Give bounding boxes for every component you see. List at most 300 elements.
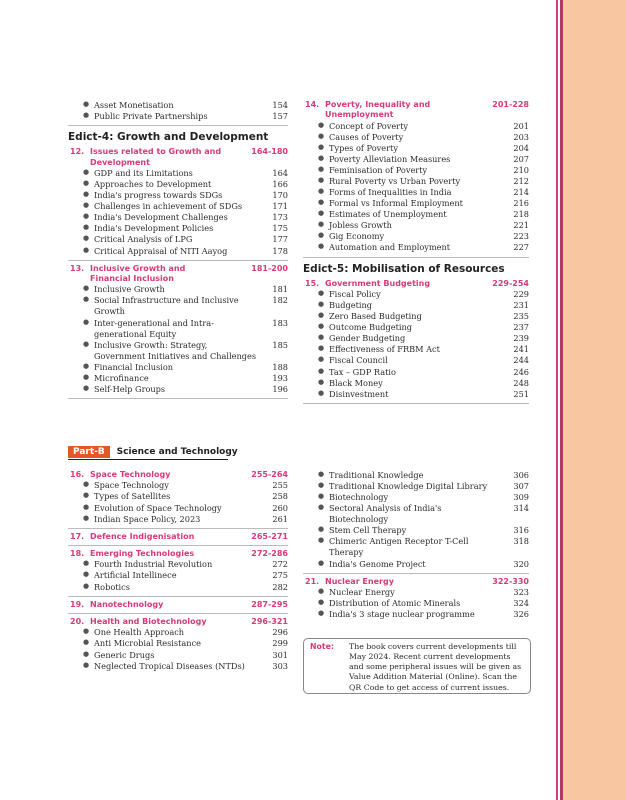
bullet-icon: ●	[318, 131, 325, 140]
entry-page: 261	[272, 513, 288, 524]
entry-page: 323	[513, 586, 529, 597]
entry-title: Chimeric Antigen Receptor T-Cell Therapy	[329, 536, 469, 558]
entry-page: 154	[272, 100, 288, 110]
bullet-icon: ●	[83, 660, 90, 669]
bullet-icon: ●	[318, 344, 325, 353]
entry-title: Feminisation of Poverty	[329, 165, 428, 176]
chapter-heading	[68, 549, 288, 559]
bullet-icon: ●	[318, 220, 325, 229]
entry-title: Jobless Growth	[329, 220, 392, 231]
bullet-icon: ●	[318, 481, 325, 490]
chapter-page-range: 201-228	[492, 100, 529, 109]
toc-entry	[303, 311, 529, 322]
toc-entry-list	[303, 289, 529, 400]
entry-page: 251	[513, 388, 529, 399]
entry-title: Poverty Alleviation Measures	[329, 153, 451, 164]
entry-title: Fiscal Policy	[329, 289, 381, 300]
chapter-heading	[68, 617, 288, 627]
entry-page: 282	[272, 581, 288, 592]
toc-entry	[68, 362, 288, 373]
entry-page: 239	[513, 333, 529, 344]
entry-title: Neglected Tropical Diseases (NTDs)	[94, 660, 245, 671]
entry-title: Gig Economy	[329, 231, 385, 242]
bullet-icon: ●	[318, 609, 325, 618]
bullet-icon: ●	[318, 242, 325, 251]
entry-page: 188	[272, 361, 288, 372]
entry-page: 241	[513, 344, 529, 355]
entry-title: Rural Poverty vs Urban Poverty	[329, 176, 461, 187]
bullet-icon: ●	[83, 245, 90, 254]
bullet-icon: ●	[318, 300, 325, 309]
entry-page: 272	[272, 559, 288, 570]
entry-title: Fourth Industrial Revolution	[94, 559, 213, 570]
bullet-icon: ●	[318, 586, 325, 595]
toc-entry	[68, 318, 288, 340]
chapter-page-range: 229-254	[492, 278, 529, 288]
toc-entry	[68, 100, 288, 111]
entry-page: 303	[272, 660, 288, 671]
toc-entry	[303, 609, 529, 620]
entry-page: 221	[513, 220, 529, 231]
entry-page: 181	[272, 284, 288, 295]
entry-title: Critical Analysis of LPG	[94, 234, 193, 245]
chapter-heading	[68, 600, 288, 610]
bullet-icon: ●	[318, 198, 325, 207]
toc-entry	[303, 176, 529, 187]
chapter-number: 18.	[70, 549, 85, 559]
toc-entry	[303, 598, 529, 609]
toc-entry	[303, 300, 529, 311]
bullet-icon: ●	[318, 598, 325, 607]
bullet-icon: ●	[83, 111, 90, 120]
entry-page: 173	[272, 212, 288, 223]
bullet-icon: ●	[318, 322, 325, 331]
toc-entry-list	[68, 168, 288, 257]
entry-page: 216	[513, 198, 529, 209]
chapter-title: Inclusive Growth and Financial Inclusion	[90, 263, 186, 283]
entry-title: GDP and its Limitations	[94, 168, 193, 179]
toc-entry	[303, 132, 529, 143]
entry-page: 218	[513, 209, 529, 220]
toc-entry	[68, 340, 288, 362]
part-rule	[68, 459, 228, 460]
toc-entry	[303, 587, 529, 598]
entry-page: 235	[513, 311, 529, 322]
chapter-heading	[68, 147, 288, 168]
entry-page: 246	[513, 366, 529, 377]
bullet-icon: ●	[83, 581, 90, 590]
entry-title: Inclusive Growth	[94, 284, 165, 295]
bullet-icon: ●	[318, 153, 325, 162]
page-edge-band	[563, 0, 626, 800]
part-title: Science and Technology	[116, 447, 238, 457]
toc-entry	[303, 333, 529, 344]
edict-heading: Edict-5: Mobilisation of Resources	[303, 262, 505, 275]
toc-entry	[68, 168, 288, 179]
entry-page: 301	[272, 649, 288, 660]
toc-entry	[68, 480, 288, 491]
bullet-icon: ●	[83, 649, 90, 658]
entry-page: 260	[272, 502, 288, 513]
chapter-number: 14.	[305, 100, 320, 109]
entry-title: Social Infrastructure and Inclusive Growth	[94, 295, 239, 317]
toc-entry	[303, 367, 529, 378]
bullet-icon: ●	[318, 165, 325, 174]
toc-entry	[303, 492, 529, 503]
entry-page: 164	[272, 168, 288, 179]
entry-title: One Health Approach	[94, 627, 185, 638]
entry-title: Space Technology	[94, 480, 169, 491]
note-text: The book covers current developments till May 2024. Recent current developments and some peripheral issues will be given as Value Addition Material (Online). Scan the QR Code to get access of current issues.	[349, 642, 522, 692]
note-label: Note:	[310, 642, 335, 651]
entry-page: 212	[513, 176, 529, 187]
entry-title: Black Money	[329, 377, 383, 388]
entry-page: 201	[513, 120, 529, 131]
toc-entry	[68, 223, 288, 234]
entry-page: 314	[513, 503, 529, 514]
entry-page: 229	[513, 289, 529, 300]
entry-page: 207	[513, 153, 529, 164]
chapter-heading	[303, 100, 529, 121]
bullet-icon: ●	[318, 558, 325, 567]
chapter-heading	[68, 264, 288, 285]
bullet-icon: ●	[318, 209, 325, 218]
entry-title: Gender Budgeting	[329, 333, 406, 344]
chapter-heading	[68, 532, 288, 542]
chapter-title: Nanotechnology	[90, 599, 164, 609]
bullet-icon: ●	[318, 388, 325, 397]
chapter-number: 12.	[70, 147, 85, 157]
bullet-icon: ●	[318, 355, 325, 364]
entry-page: 178	[272, 245, 288, 256]
entry-title: Forms of Inequalities in India	[329, 187, 452, 198]
entry-page: 307	[513, 481, 529, 492]
entry-page: 166	[272, 179, 288, 190]
chapter-number: 19.	[70, 599, 85, 609]
chapter-number: 16.	[70, 470, 85, 479]
entry-title: Outcome Budgeting	[329, 322, 413, 333]
entry-title: Types of Poverty	[329, 142, 398, 153]
toc-entry	[68, 650, 288, 661]
toc-entry	[303, 481, 529, 492]
toc-entry	[303, 389, 529, 400]
toc-entry	[303, 525, 529, 536]
bullet-icon: ●	[318, 120, 325, 129]
entry-page: 185	[272, 339, 288, 350]
chapter-title: Nuclear Energy	[325, 576, 394, 586]
chapter-page-range: 265-271	[251, 531, 288, 541]
entry-page: 326	[513, 609, 529, 620]
toc-entry	[68, 570, 288, 581]
entry-title: India's Genome Project	[329, 558, 426, 569]
toc-entry	[303, 344, 529, 355]
toc-entry-list	[303, 587, 529, 620]
entry-page: 183	[272, 317, 288, 328]
entry-title: Tax – GDP Ratio	[329, 366, 396, 377]
toc-entry-list	[68, 480, 288, 524]
entry-title: Approaches to Development	[94, 179, 212, 190]
entry-title: Indian Space Policy, 2023	[94, 513, 201, 524]
entry-page: 203	[513, 131, 529, 142]
chapter-page-range: 181-200	[251, 263, 288, 273]
bullet-icon: ●	[318, 311, 325, 320]
entry-page: 170	[272, 190, 288, 201]
toc-left-top	[68, 100, 288, 402]
entry-title: Budgeting	[329, 300, 373, 311]
entry-page: 196	[272, 383, 288, 394]
entry-title: Effectiveness of FRBM Act	[329, 344, 440, 355]
toc-left-bottom	[68, 470, 288, 672]
bullet-icon: ●	[83, 168, 90, 177]
bullet-icon: ●	[83, 559, 90, 568]
entry-page: 320	[513, 558, 529, 569]
toc-entry	[68, 295, 288, 317]
toc-entry	[68, 384, 288, 395]
entry-title: Asset Monetisation	[94, 100, 174, 110]
bullet-icon: ●	[318, 231, 325, 240]
toc-entry	[303, 503, 529, 525]
toc-entry	[303, 220, 529, 231]
edict-heading: Edict-4: Growth and Development	[68, 131, 269, 144]
chapter-title: Poverty, Inequality and Unemployment	[325, 100, 431, 120]
chapter-heading	[303, 577, 529, 587]
entry-page: 296	[272, 627, 288, 638]
toc-entry	[303, 209, 529, 220]
chapter-title: Issues related to Growth and Development	[90, 147, 222, 167]
toc-right-bottom	[303, 470, 529, 620]
entry-title: Fiscal Council	[329, 355, 388, 366]
toc-entry	[68, 284, 288, 295]
chapter-page-range: 164-180	[251, 147, 288, 157]
bullet-icon: ●	[83, 317, 90, 326]
entry-title: Concept of Poverty	[329, 120, 409, 131]
entry-page: 316	[513, 525, 529, 536]
entry-page: 210	[513, 165, 529, 176]
entry-page: 255	[272, 480, 288, 491]
bullet-icon: ●	[83, 295, 90, 304]
toc-entry-list	[68, 559, 288, 592]
entry-title: Robotics	[94, 581, 130, 592]
toc-entry	[303, 143, 529, 154]
toc-entry-list	[68, 100, 288, 122]
toc-entry	[303, 378, 529, 389]
toc-entry	[68, 491, 288, 502]
entry-page: 318	[513, 536, 529, 547]
entry-title: Zero Based Budgeting	[329, 311, 422, 322]
toc-entry	[68, 514, 288, 525]
chapter-page-range: 272-286	[251, 549, 288, 559]
toc-entry	[68, 246, 288, 257]
toc-entry	[68, 373, 288, 384]
toc-entry	[68, 582, 288, 593]
bullet-icon: ●	[83, 361, 90, 370]
toc-entry	[68, 201, 288, 212]
chapter-number: 13.	[70, 263, 85, 273]
bullet-icon: ●	[83, 190, 90, 199]
entry-title: Generic Drugs	[94, 649, 155, 660]
chapter-title: Space Technology	[90, 470, 171, 479]
bullet-icon: ●	[83, 201, 90, 210]
entry-title: Nuclear Energy	[329, 586, 395, 597]
chapter-page-range: 287-295	[251, 599, 288, 609]
bullet-icon: ●	[83, 638, 90, 647]
entry-title: India's Development Policies	[94, 223, 214, 234]
entry-page: 231	[513, 300, 529, 311]
toc-entry	[303, 198, 529, 209]
entry-page: 248	[513, 377, 529, 388]
toc-entry	[303, 242, 529, 253]
entry-title: India's 3 stage nuclear programme	[329, 609, 475, 620]
toc-entry	[303, 536, 529, 558]
chapter-title: Emerging Technologies	[90, 549, 195, 559]
chapter-title: Government Budgeting	[325, 278, 431, 288]
entry-title: Anti Microbial Resistance	[94, 638, 201, 649]
bullet-icon: ●	[83, 339, 90, 348]
entry-page: 237	[513, 322, 529, 333]
bullet-icon: ●	[83, 284, 90, 293]
entry-title: Biotechnology	[329, 492, 389, 503]
toc-entry	[68, 212, 288, 223]
entry-page: 227	[513, 242, 529, 253]
entry-title: India's progress towards SDGs	[94, 190, 223, 201]
entry-title: Disinvestment	[329, 388, 389, 399]
entry-page: 175	[272, 223, 288, 234]
bullet-icon: ●	[83, 234, 90, 243]
bullet-icon: ●	[318, 536, 325, 545]
entry-page: 193	[272, 372, 288, 383]
toc-entry	[68, 638, 288, 649]
toc-entry-list	[303, 121, 529, 254]
entry-page: 182	[272, 295, 288, 306]
bullet-icon: ●	[318, 187, 325, 196]
entry-title: Traditional Knowledge Digital Library	[329, 481, 488, 492]
bullet-icon: ●	[318, 142, 325, 151]
entry-page: 306	[513, 470, 529, 480]
entry-page: 309	[513, 492, 529, 503]
bullet-icon: ●	[318, 289, 325, 298]
chapter-number: 15.	[305, 278, 320, 288]
entry-page: 244	[513, 355, 529, 366]
bullet-icon: ●	[318, 377, 325, 386]
toc-right-top	[303, 100, 529, 407]
bullet-icon: ●	[83, 627, 90, 636]
bullet-icon: ●	[83, 372, 90, 381]
bullet-icon: ●	[83, 179, 90, 188]
entry-title: Artificial Intellinece	[94, 570, 177, 581]
toc-entry	[303, 187, 529, 198]
chapter-page-range: 322-330	[492, 576, 529, 586]
edge-stripe	[560, 0, 563, 800]
bullet-icon: ●	[318, 176, 325, 185]
entry-title: India's Development Challenges	[94, 212, 228, 223]
bullet-icon: ●	[83, 513, 90, 522]
toc-entry-list	[303, 470, 529, 570]
toc-entry	[68, 661, 288, 672]
toc-entry	[68, 503, 288, 514]
bullet-icon: ●	[83, 223, 90, 232]
bullet-icon: ●	[318, 492, 325, 501]
toc-entry	[68, 111, 288, 122]
entry-page: 171	[272, 201, 288, 212]
toc-entry	[303, 559, 529, 570]
entry-title: Estimates of Unemployment	[329, 209, 447, 220]
toc-entry	[303, 154, 529, 165]
bullet-icon: ●	[318, 525, 325, 534]
entry-title: Evolution of Space Technology	[94, 502, 222, 513]
edge-stripe	[556, 0, 558, 800]
toc-entry	[68, 179, 288, 190]
entry-page: 204	[513, 142, 529, 153]
chapter-title: Defence Indigenisation	[90, 531, 195, 541]
toc-entry	[303, 165, 529, 176]
chapter-heading	[68, 470, 288, 480]
note-box	[303, 638, 531, 694]
entry-page: 275	[272, 570, 288, 581]
toc-entry	[68, 234, 288, 245]
entry-title: Challenges in achievement of SDGs	[94, 201, 243, 212]
entry-page: 299	[272, 638, 288, 649]
bullet-icon: ●	[318, 503, 325, 512]
toc-entry	[68, 627, 288, 638]
bullet-icon: ●	[318, 366, 325, 375]
entry-title: Public Private Partnerships	[94, 111, 208, 122]
entry-title: Stem Cell Therapy	[329, 525, 407, 536]
entry-page: 324	[513, 598, 529, 609]
entry-page: 157	[272, 111, 288, 122]
toc-entry	[303, 121, 529, 132]
entry-title: Microfinance	[94, 372, 149, 383]
toc-entry	[68, 559, 288, 570]
entry-title: Types of Satellites	[94, 491, 171, 502]
bullet-icon: ●	[83, 491, 90, 500]
entry-title: Distribution of Atomic Minerals	[329, 598, 461, 609]
bullet-icon: ●	[83, 383, 90, 392]
entry-page: 177	[272, 234, 288, 245]
toc-entry	[303, 470, 529, 481]
toc-entry	[303, 322, 529, 333]
chapter-number: 17.	[70, 531, 85, 541]
toc-entry	[303, 231, 529, 242]
chapter-title: Health and Biotechnology	[90, 617, 207, 626]
toc-entry	[303, 355, 529, 366]
entry-title: Sectoral Analysis of India's Biotechnology	[329, 503, 442, 525]
toc-entry-list	[68, 284, 288, 395]
entry-title: Formal vs Informal Employment	[329, 198, 463, 209]
entry-title: Inter-generational and Intra-generational Equity	[94, 317, 214, 339]
entry-title: Traditional Knowledge	[329, 470, 424, 480]
chapter-number: 21.	[305, 576, 320, 586]
bullet-icon: ●	[318, 470, 325, 478]
bullet-icon: ●	[83, 212, 90, 221]
chapter-page-range: 255-264	[251, 470, 288, 479]
toc-entry-list	[68, 627, 288, 671]
chapter-number: 20.	[70, 617, 85, 626]
entry-page: 214	[513, 187, 529, 198]
entry-title: Self-Help Groups	[94, 383, 166, 394]
bullet-icon: ●	[318, 333, 325, 342]
entry-page: 223	[513, 231, 529, 242]
chapter-heading	[303, 279, 529, 289]
part-badge: Part-B	[68, 446, 110, 458]
entry-page: 258	[272, 491, 288, 502]
toc-entry	[303, 289, 529, 300]
chapter-page-range: 296-321	[251, 617, 288, 626]
entry-title: Causes of Poverty	[329, 131, 404, 142]
part-heading	[68, 446, 238, 458]
entry-title: Automation and Employment	[329, 242, 451, 253]
bullet-icon: ●	[83, 502, 90, 511]
entry-title: Inclusive Growth: Strategy, Government Initiatives and Challenges	[94, 339, 257, 361]
